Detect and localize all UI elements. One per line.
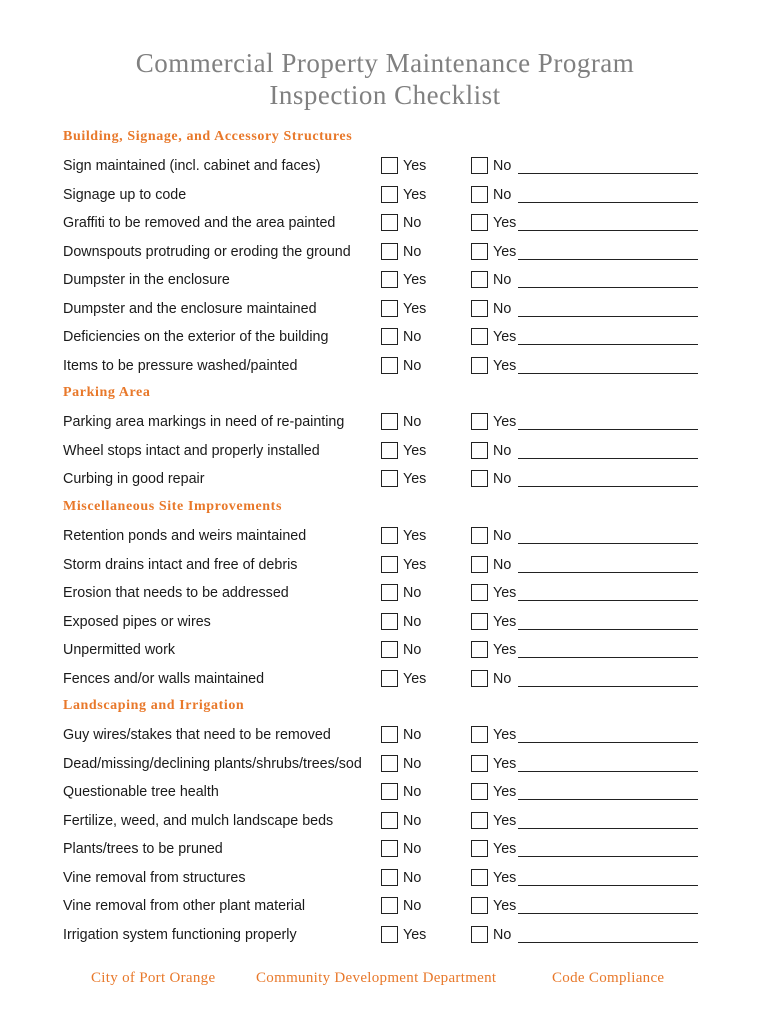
checkbox-option-1[interactable] (381, 584, 398, 601)
checklist-item-label: Items to be pressure washed/painted (63, 357, 298, 374)
checkbox-option-1[interactable] (381, 243, 398, 260)
checklist-row (63, 839, 713, 863)
checkbox-option-2[interactable] (471, 613, 488, 630)
checkbox-option-2[interactable] (471, 243, 488, 260)
checklist-item-label: Fertilize, weed, and mulch landscape beds (63, 812, 334, 829)
checkbox-option-1[interactable] (381, 783, 398, 800)
footer-department: Community Development Department (256, 970, 497, 986)
checkbox-option-1[interactable] (381, 556, 398, 573)
checkbox-option-1[interactable] (381, 527, 398, 544)
section-heading: Parking Area (63, 385, 151, 400)
checkbox-option-2[interactable] (471, 186, 488, 203)
checklist-row (63, 612, 713, 636)
option-1-label: No (403, 613, 422, 630)
option-1-label: Yes (403, 186, 427, 203)
option-1-label: No (403, 642, 422, 658)
checkbox-option-2[interactable] (471, 840, 488, 857)
option-2-label: Yes (493, 898, 517, 914)
checklist-item-label: Guy wires/stakes that need to be removed (63, 727, 331, 743)
option-2-label: Yes (493, 585, 517, 601)
comment-line[interactable] (518, 799, 698, 800)
checkbox-option-2[interactable] (471, 470, 488, 487)
option-2-label: Yes (493, 869, 517, 886)
checkbox-option-2[interactable] (471, 783, 488, 800)
checklist-row (63, 356, 713, 380)
option-1-label: No (403, 898, 422, 914)
comment-line[interactable] (518, 173, 698, 174)
option-1-label: Yes (403, 471, 427, 487)
checklist-row (63, 270, 713, 294)
checklist-row (63, 925, 713, 949)
checkbox-option-1[interactable] (381, 812, 398, 829)
checkbox-option-2[interactable] (471, 641, 488, 658)
comment-line[interactable] (518, 742, 698, 743)
comment-line[interactable] (518, 600, 698, 601)
option-1-label: No (403, 243, 422, 260)
option-1-label: No (403, 755, 422, 772)
option-2-label: No (493, 556, 512, 573)
checkbox-option-1[interactable] (381, 442, 398, 459)
checklist-row (63, 725, 713, 749)
checkbox-option-2[interactable] (471, 413, 488, 430)
comment-line[interactable] (518, 230, 698, 231)
checklist-item-label: Deficiencies on the exterior of the building (63, 329, 329, 345)
checkbox-option-1[interactable] (381, 670, 398, 687)
option-2-label: No (493, 186, 512, 203)
checklist-row (63, 299, 713, 323)
checkbox-option-2[interactable] (471, 214, 488, 231)
checklist-row (63, 441, 713, 465)
option-2-label: Yes (493, 642, 517, 658)
option-1-label: No (403, 329, 422, 345)
checklist-item-label: Downspouts protruding or eroding the ground (63, 243, 351, 260)
section-heading: Building, Signage, and Accessory Structures (63, 129, 353, 144)
comment-line[interactable] (518, 458, 698, 459)
checkbox-option-2[interactable] (471, 869, 488, 886)
checklist-item-label: Vine removal from structures (63, 869, 246, 886)
checklist-row (63, 469, 713, 493)
checklist-row (63, 782, 713, 806)
checklist-item-label: Questionable tree health (63, 784, 219, 800)
comment-line[interactable] (518, 259, 698, 260)
option-1-label: No (403, 784, 422, 800)
checkbox-option-1[interactable] (381, 641, 398, 658)
checklist-item-label: Graffiti to be removed and the area painted (63, 215, 336, 231)
comment-line[interactable] (518, 287, 698, 288)
checkbox-option-1[interactable] (381, 613, 398, 630)
checklist-item-label: Dead/missing/declining plants/shrubs/trees/sod (63, 755, 362, 772)
option-2-label: Yes (493, 841, 517, 857)
comment-line[interactable] (518, 771, 698, 772)
checklist-item-label: Exposed pipes or wires (63, 613, 211, 630)
checklist-item-label: Parking area markings in need of re-painting (63, 414, 345, 430)
section-heading: Landscaping and Irrigation (63, 698, 245, 713)
option-1-label: No (403, 812, 422, 829)
checklist-row (63, 868, 713, 892)
checkbox-option-1[interactable] (381, 755, 398, 772)
option-2-label: No (493, 300, 512, 317)
checklist-item-label: Unpermitted work (63, 642, 176, 658)
checkbox-option-1[interactable] (381, 214, 398, 231)
checkbox-option-2[interactable] (471, 357, 488, 374)
comment-line[interactable] (518, 543, 698, 544)
comment-line[interactable] (518, 913, 698, 914)
checklist-item-label: Dumpster and the enclosure maintained (63, 300, 317, 317)
checklist-item-label: Irrigation system functioning properly (63, 926, 297, 943)
option-1-label: No (403, 414, 422, 430)
checklist-row (63, 555, 713, 579)
checklist-item-label: Fences and/or walls maintained (63, 670, 265, 687)
section-heading: Miscellaneous Site Improvements (63, 499, 282, 514)
option-2-label: Yes (493, 357, 517, 374)
comment-line[interactable] (518, 316, 698, 317)
comment-line[interactable] (518, 828, 698, 829)
option-1-label: No (403, 585, 422, 601)
checkbox-option-2[interactable] (471, 442, 488, 459)
checklist-item-label: Wheel stops intact and properly installed (63, 442, 320, 459)
checkbox-option-1[interactable] (381, 926, 398, 943)
option-1-label: No (403, 357, 422, 374)
option-1-label: Yes (403, 670, 427, 687)
option-1-label: Yes (403, 300, 427, 317)
option-1-label: Yes (403, 442, 427, 459)
option-1-label: Yes (403, 556, 427, 573)
checklist-row (63, 242, 713, 266)
checkbox-option-1[interactable] (381, 186, 398, 203)
checkbox-option-1[interactable] (381, 869, 398, 886)
comment-line[interactable] (518, 686, 698, 687)
checklist-row (63, 754, 713, 778)
checklist-row (63, 412, 713, 436)
checkbox-option-2[interactable] (471, 527, 488, 544)
checkbox-option-2[interactable] (471, 328, 488, 345)
comment-line[interactable] (518, 344, 698, 345)
comment-line[interactable] (518, 202, 698, 203)
checklist-item-label: Signage up to code (63, 186, 187, 203)
checkbox-option-1[interactable] (381, 897, 398, 914)
checklist-row (63, 583, 713, 607)
checkbox-option-1[interactable] (381, 470, 398, 487)
option-2-label: Yes (493, 329, 517, 345)
checklist-row (63, 640, 713, 664)
checkbox-option-2[interactable] (471, 897, 488, 914)
checklist-row (63, 896, 713, 920)
comment-line[interactable] (518, 629, 698, 630)
option-2-label: Yes (493, 243, 517, 260)
option-1-label: No (403, 215, 422, 231)
comment-line[interactable] (518, 885, 698, 886)
checkbox-option-2[interactable] (471, 812, 488, 829)
checkbox-option-2[interactable] (471, 584, 488, 601)
checkbox-option-2[interactable] (471, 556, 488, 573)
checkbox-option-1[interactable] (381, 157, 398, 174)
checklist-row (63, 213, 713, 237)
checkbox-option-2[interactable] (471, 271, 488, 288)
comment-line[interactable] (518, 373, 698, 374)
checkbox-option-2[interactable] (471, 755, 488, 772)
comment-line[interactable] (518, 429, 698, 430)
checklist-item-label: Dumpster in the enclosure (63, 272, 230, 288)
checklist-row (63, 669, 713, 693)
option-1-label: No (403, 841, 422, 857)
checklist-item-label: Vine removal from other plant material (63, 898, 306, 914)
checkbox-option-1[interactable] (381, 413, 398, 430)
option-1-label: Yes (403, 158, 427, 174)
option-2-label: No (493, 471, 512, 487)
comment-line[interactable] (518, 486, 698, 487)
option-2-label: Yes (493, 755, 517, 772)
checkbox-option-1[interactable] (381, 328, 398, 345)
footer-division: Code Compliance (552, 970, 665, 986)
option-2-label: Yes (493, 414, 517, 430)
option-2-label: Yes (493, 784, 517, 800)
checklist-item-label: Sign maintained (incl. cabinet and faces) (63, 158, 321, 174)
checkbox-option-2[interactable] (471, 670, 488, 687)
option-2-label: Yes (493, 727, 517, 743)
option-2-label: Yes (493, 812, 517, 829)
checkbox-option-1[interactable] (381, 271, 398, 288)
checklist-item-label: Storm drains intact and free of debris (63, 556, 298, 573)
option-2-label: No (493, 670, 512, 687)
checkbox-option-1[interactable] (381, 300, 398, 317)
document-title-line-2: Inspection Checklist (269, 80, 501, 110)
comment-line[interactable] (518, 856, 698, 857)
checklist-item-label: Curbing in good repair (63, 471, 205, 487)
option-2-label: Yes (493, 215, 517, 231)
checkbox-option-2[interactable] (471, 726, 488, 743)
option-2-label: No (493, 926, 512, 943)
checklist-row (63, 526, 713, 550)
checkbox-option-1[interactable] (381, 357, 398, 374)
comment-line[interactable] (518, 942, 698, 943)
document-title-line-1: Commercial Property Maintenance Program (135, 48, 635, 78)
option-1-label: No (403, 727, 422, 743)
comment-line[interactable] (518, 572, 698, 573)
checklist-row (63, 185, 713, 209)
checklist-item-label: Plants/trees to be pruned (63, 841, 223, 857)
footer-city: City of Port Orange (91, 970, 216, 986)
comment-line[interactable] (518, 657, 698, 658)
option-2-label: No (493, 158, 512, 174)
checklist-row (63, 327, 713, 351)
option-2-label: No (493, 272, 512, 288)
checkbox-option-2[interactable] (471, 157, 488, 174)
checkbox-option-2[interactable] (471, 926, 488, 943)
option-2-label: No (493, 442, 512, 459)
option-1-label: Yes (403, 528, 427, 544)
checkbox-option-1[interactable] (381, 840, 398, 857)
option-2-label: Yes (493, 613, 517, 630)
option-1-label: Yes (403, 926, 427, 943)
checklist-item-label: Erosion that needs to be addressed (63, 585, 289, 601)
checklist-item-label: Retention ponds and weirs maintained (63, 528, 307, 544)
option-1-label: Yes (403, 272, 427, 288)
checklist-row (63, 156, 713, 180)
checklist-row (63, 811, 713, 835)
option-2-label: No (493, 528, 512, 544)
checkbox-option-2[interactable] (471, 300, 488, 317)
option-1-label: No (403, 869, 422, 886)
checkbox-option-1[interactable] (381, 726, 398, 743)
